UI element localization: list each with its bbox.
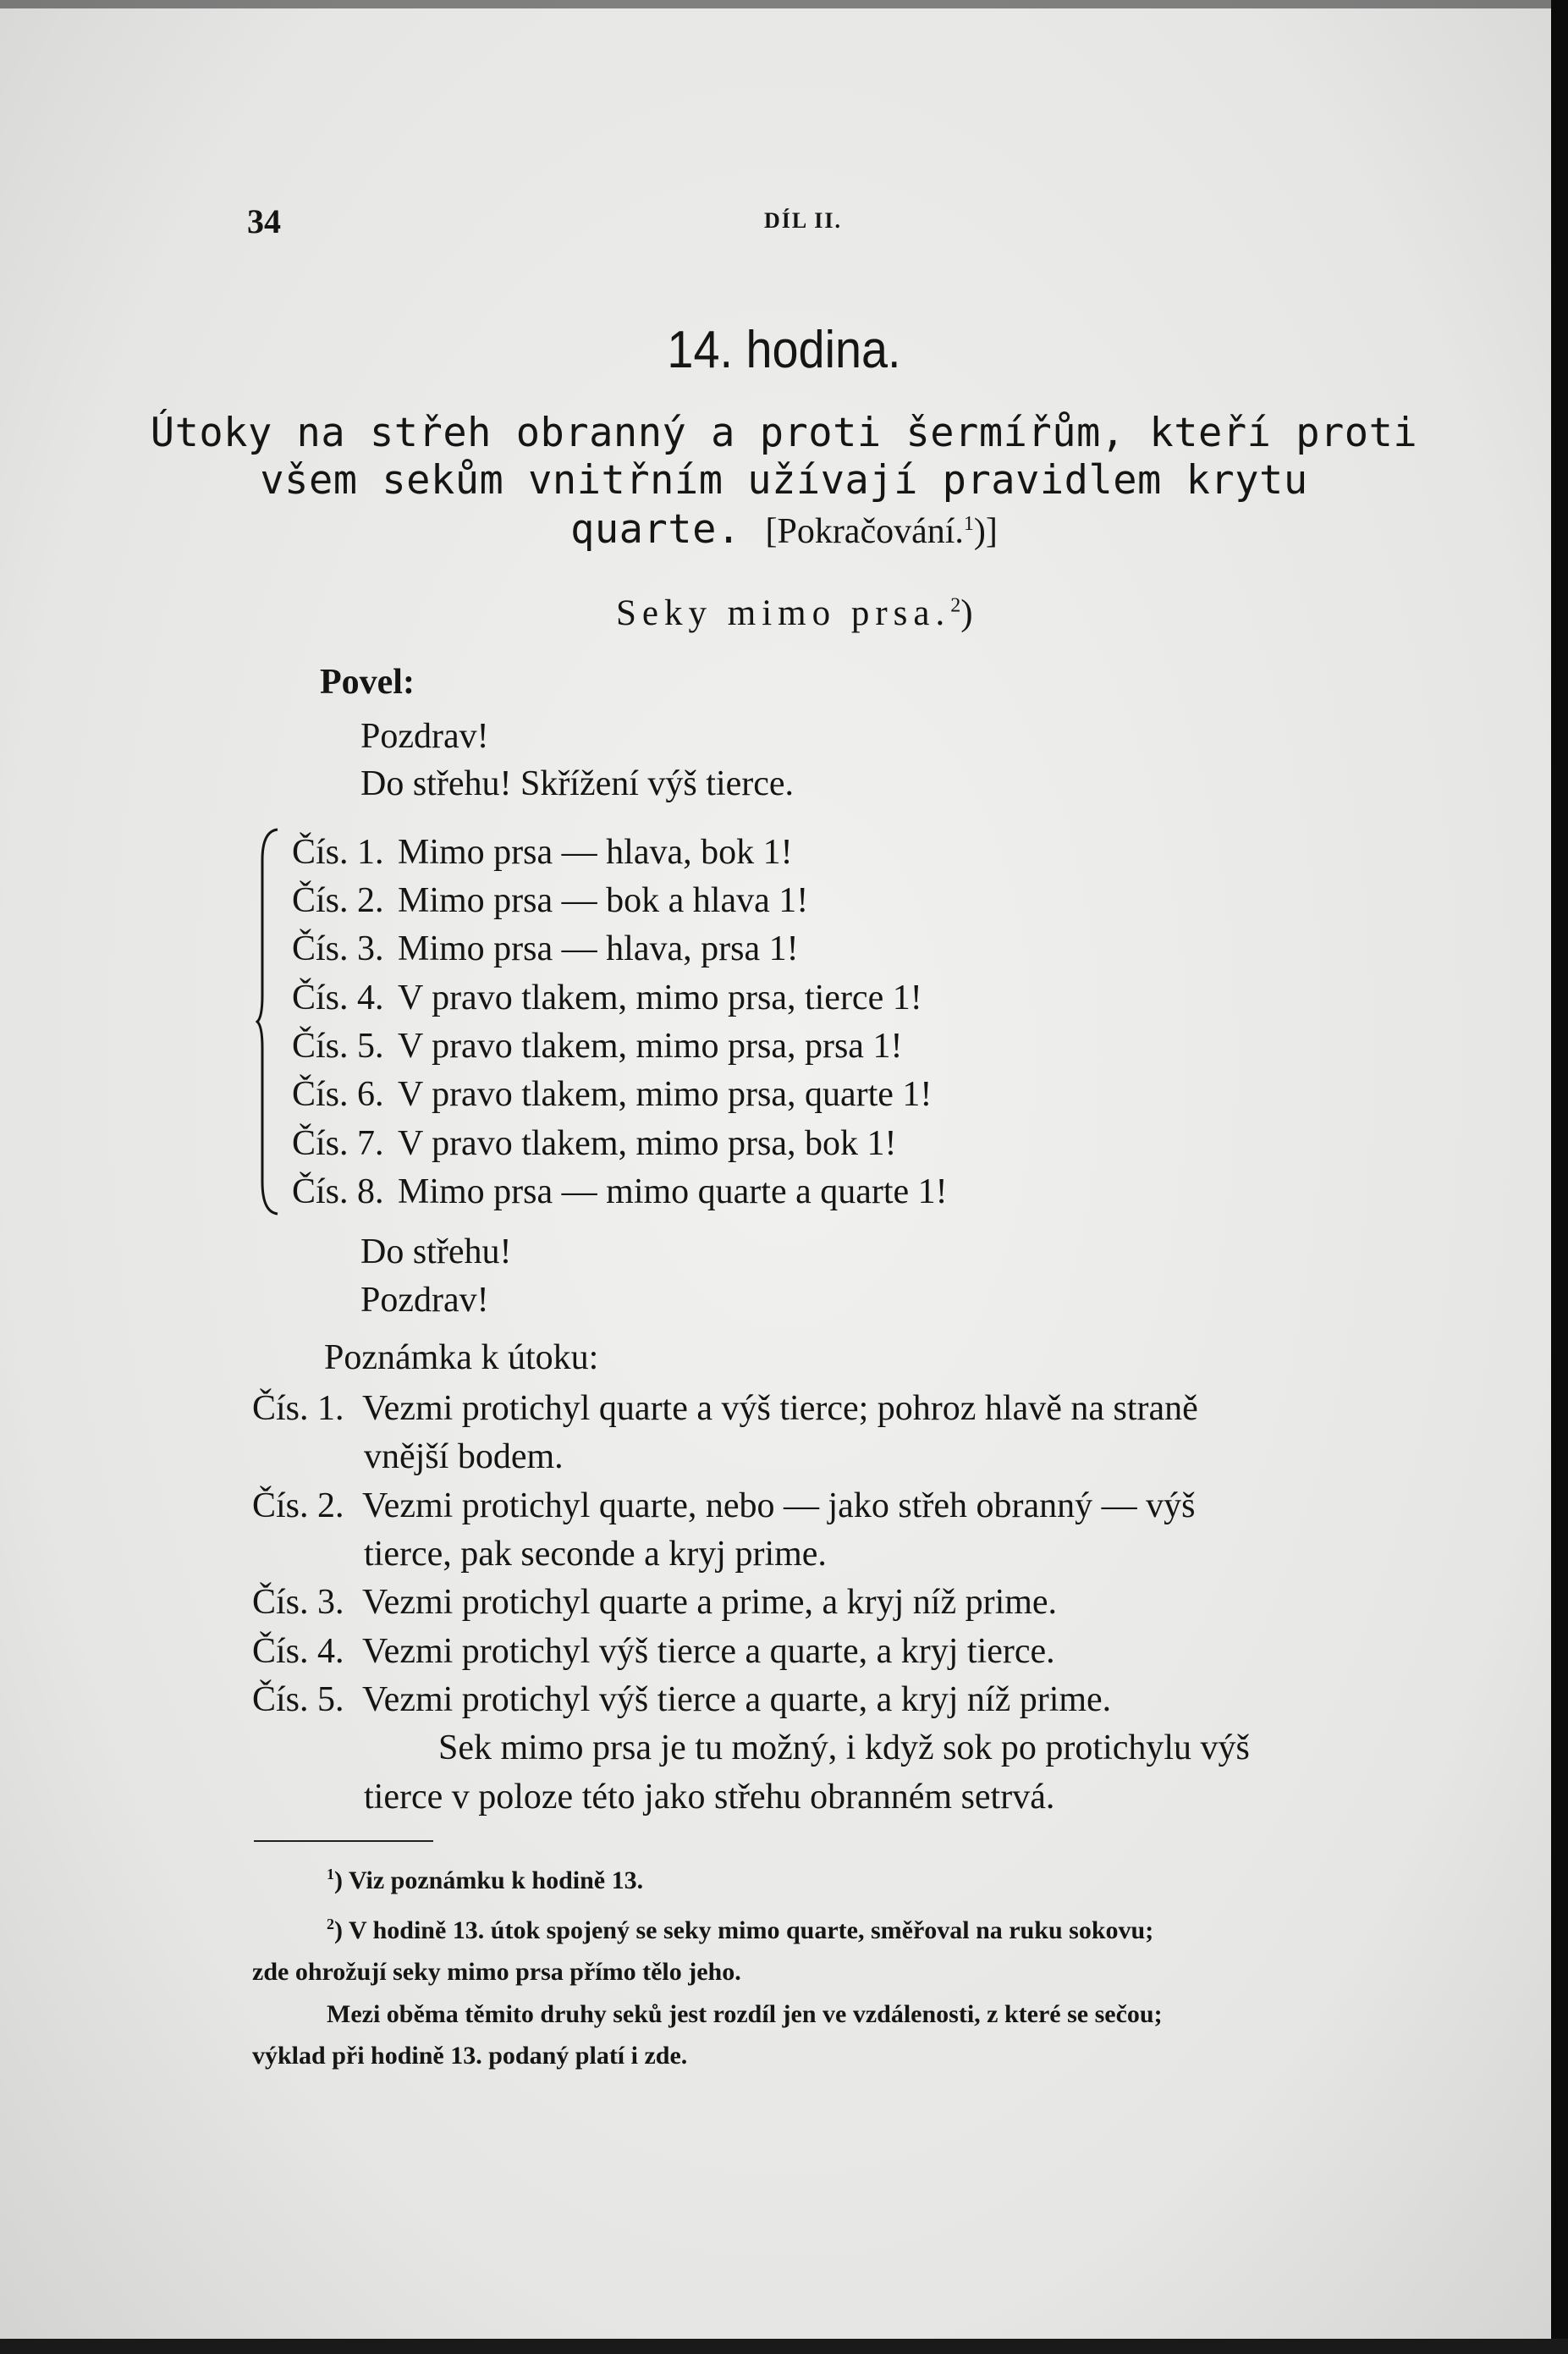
subtitle-line-1: Útoky na střeh obranný a proti šermířům, kteří proti: [150, 410, 1418, 456]
drill-text: V pravo tlakem, mimo prsa, tierce 1!: [398, 979, 922, 1017]
note-num: Čís. 3.: [252, 1583, 344, 1622]
note-text: Vezmi protichyl quarte a prime, a kryj níž prime.: [362, 1583, 1058, 1622]
drill-text: Mimo prsa — mimo quarte a quarte 1!: [398, 1172, 948, 1211]
note-item: [252, 1679, 1111, 1720]
subtitle-line-3: [0, 506, 1568, 553]
note-num: Čís. 2.: [252, 1486, 344, 1525]
note-text: Vezmi protichyl výš tierce a quarte, a kryj tierce.: [362, 1632, 1055, 1671]
continuation-text: [Pokračování.: [765, 512, 964, 551]
drill-item: [292, 1123, 896, 1164]
command-guard-cross: Do střehu! Skřížení výš tierce.: [360, 764, 795, 803]
footnote-3-continuation: výklad při hodině 13. podaný platí i zde.: [252, 2042, 688, 2070]
drill-item: [292, 832, 793, 873]
note-num: Čís. 5.: [252, 1680, 344, 1719]
note-continuation: tierce, pak seconde a kryj prime.: [364, 1535, 827, 1574]
drill-bracket: [256, 826, 281, 1217]
command-salute: Pozdrav!: [360, 717, 489, 756]
note-text: Vezmi protichyl quarte a výš tierce; pohroz hlavě na straně: [362, 1389, 1198, 1428]
footnote-text: Viz poznámku k hodině 13.: [348, 1866, 644, 1894]
footnote-2: $^2$) V hodině 13. útok spojený se seky mimo quarte, směřoval na ruku sokovu;: [327, 1916, 1154, 1944]
drill-item: [292, 880, 808, 921]
drill-text: V pravo tlakem, mimo prsa, prsa 1!: [398, 1027, 903, 1066]
drill-text: Mimo prsa — hlava, bok 1!: [398, 833, 793, 872]
footnote-mark: 1: [327, 1866, 334, 1883]
drill-text: V pravo tlakem, mimo prsa, bok 1!: [398, 1124, 897, 1163]
note-item: [252, 1486, 1195, 1526]
note-num: Čís. 1.: [252, 1389, 344, 1428]
command-label: Povel:: [320, 663, 415, 702]
section-heading-close: ): [960, 593, 979, 633]
footnote-rule: [254, 1840, 433, 1842]
drill-num: Čís. 7.: [292, 1124, 384, 1163]
page-number: 34: [247, 202, 281, 240]
footnote-1: $^1$) Viz poznámku k hodině 13.: [327, 1866, 644, 1894]
drill-item: [292, 1026, 902, 1067]
note-continuation: vnější bodem.: [364, 1437, 564, 1476]
footnote-mark: 2: [327, 1916, 334, 1932]
note-extra-line-2: tierce v poloze této jako střehu obranném setrvá.: [364, 1778, 1055, 1816]
drill-num: Čís. 1.: [292, 833, 384, 872]
drill-num: Čís. 8.: [292, 1172, 384, 1211]
section-heading-text: Seky mimo prsa.: [616, 593, 951, 633]
drill-text: Mimo prsa — hlava, prsa 1!: [398, 929, 799, 968]
footnote-ref-2: 2: [950, 594, 961, 617]
subtitle-last-word: quarte.: [570, 506, 741, 553]
drill-item: [292, 978, 922, 1018]
note-text: Vezmi protichyl výš tierce a quarte, a kryj níž prime.: [362, 1680, 1112, 1719]
scan-edge-right: [1551, 0, 1568, 2354]
drill-item: [292, 1171, 948, 1212]
drill-num: Čís. 5.: [292, 1027, 384, 1066]
drill-num: Čís. 3.: [292, 929, 384, 968]
drill-item: [292, 1074, 932, 1115]
footnote-text: V hodině 13. útok spojený se seky mimo quarte, směřoval na ruku sokovu;: [348, 1916, 1154, 1944]
drill-num: Čís. 2.: [292, 881, 384, 920]
note-item: [252, 1631, 1055, 1672]
note-text: Vezmi protichyl quarte, nebo — jako střeh obranný — výš: [362, 1486, 1196, 1525]
drill-num: Čís. 6.: [292, 1075, 384, 1114]
drill-num: Čís. 4.: [292, 979, 384, 1017]
command-guard: Do střehu!: [360, 1232, 512, 1271]
drill-text: V pravo tlakem, mimo prsa, quarte 1!: [398, 1075, 933, 1114]
command-salute-end: Pozdrav!: [360, 1281, 489, 1320]
footnote-3: Mezi oběma těmito druhy seků jest rozdíl jen ve vzdálenosti, z které se sečou;: [327, 2000, 1163, 2028]
running-head: DÍL II.: [764, 208, 843, 233]
note-heading: Poznámka k útoku:: [324, 1338, 599, 1377]
drill-text: Mimo prsa — bok a hlava 1!: [398, 881, 809, 920]
continuation-note: [765, 512, 997, 551]
scan-edge-bottom: [0, 2339, 1568, 2354]
footnote-2-continuation: zde ohrožují seky mimo prsa přímo tělo jeho.: [252, 1958, 741, 1986]
continuation-close: )]: [973, 512, 998, 551]
scan-edge-top: [0, 0, 1568, 8]
note-item: [252, 1582, 1057, 1623]
note-num: Čís. 4.: [252, 1632, 344, 1671]
note-item: [252, 1388, 1198, 1429]
note-extra-line-1: Sek mimo prsa je tu možný, i když sok po protichylu výš: [438, 1728, 1250, 1767]
subtitle-line-2: všem sekům vnitřním užívají pravidlem krytu: [260, 457, 1308, 504]
lesson-title: 14. hodina.: [667, 321, 901, 379]
footnote-ref-1: 1: [963, 513, 974, 535]
section-heading: [616, 593, 979, 634]
drill-item: [292, 929, 799, 969]
